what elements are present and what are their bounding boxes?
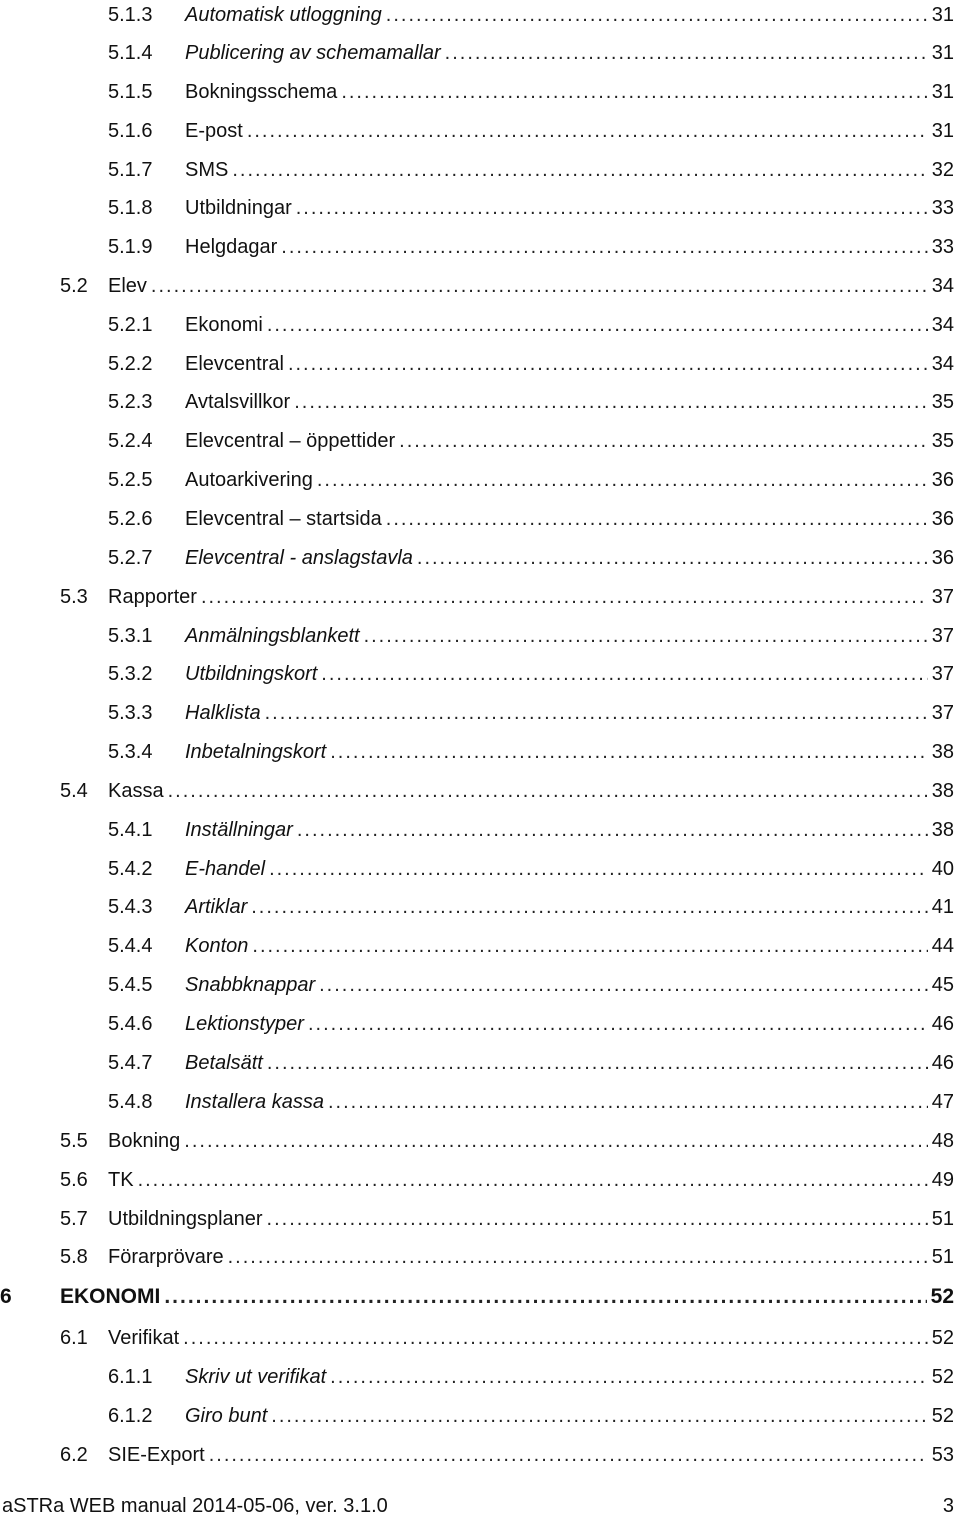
toc-entry[interactable] <box>0 426 960 456</box>
page-footer <box>2 1492 954 1520</box>
toc-dot-leader <box>267 1204 928 1234</box>
toc-entry-title: Ekonomi <box>185 314 263 336</box>
toc-entry-page: 52 <box>931 1405 954 1427</box>
toc-entry-number: 5.1.6 <box>108 120 153 142</box>
toc-entry-number: 5.1.9 <box>108 236 153 258</box>
toc-entry[interactable] <box>0 1048 960 1078</box>
toc-entry-number: 6.1.2 <box>108 1405 153 1427</box>
toc-entry[interactable] <box>0 1126 960 1156</box>
toc-entry[interactable] <box>0 1242 960 1272</box>
toc-entry[interactable] <box>0 1323 960 1353</box>
toc-entry[interactable] <box>0 349 960 379</box>
toc-entry[interactable] <box>0 504 960 534</box>
toc-entry-title: Artiklar <box>185 896 248 918</box>
toc-entry[interactable] <box>0 543 960 573</box>
toc-dot-leader <box>271 1401 927 1431</box>
toc-dot-leader <box>267 310 928 340</box>
toc-entry-number: 5.4.1 <box>108 819 153 841</box>
toc-dot-leader <box>184 1126 927 1156</box>
toc-dot-leader <box>321 659 927 689</box>
toc-dot-leader <box>168 776 928 806</box>
toc-entry-number: 5.2.5 <box>108 469 153 491</box>
toc-entry[interactable] <box>0 1401 960 1431</box>
toc-dot-leader <box>296 193 928 223</box>
toc-entry-page: 46 <box>931 1052 954 1074</box>
toc-entry-title: TK <box>108 1169 134 1191</box>
toc-entry-title: Elevcentral <box>185 353 284 375</box>
toc-entry-title: Utbildningar <box>185 197 292 219</box>
toc-entry-number: 5.4 <box>60 780 88 802</box>
toc-dot-leader <box>252 931 927 961</box>
toc-entry-number: 5.2.7 <box>108 547 153 569</box>
toc-entry[interactable] <box>0 698 960 728</box>
toc-dot-leader <box>386 504 928 534</box>
toc-entry-number: 5.3.1 <box>108 625 153 647</box>
toc-entry-page: 34 <box>931 314 954 336</box>
toc-entry[interactable] <box>0 193 960 223</box>
toc-entry-title: Inbetalningskort <box>185 741 327 763</box>
toc-entry-page: 45 <box>931 974 954 996</box>
toc-entry-number: 5.2.4 <box>108 430 153 452</box>
toc-entry[interactable] <box>0 116 960 146</box>
toc-entry-title: Elevcentral - anslagstavla <box>185 547 413 569</box>
toc-entry-number: 5.2.3 <box>108 391 153 413</box>
toc-entry-page: 52 <box>931 1366 954 1388</box>
toc-entry-page: 48 <box>931 1130 954 1152</box>
toc-dot-leader <box>417 543 928 573</box>
toc-entry-page: 34 <box>931 275 954 297</box>
toc-entry[interactable] <box>0 1282 960 1312</box>
toc-entry[interactable] <box>0 621 960 651</box>
toc-entry[interactable] <box>0 737 960 767</box>
toc-entry-page: 31 <box>931 120 954 142</box>
toc-entry[interactable] <box>0 776 960 806</box>
toc-entry-number: 5.4.4 <box>108 935 153 957</box>
toc-entry-title: Publicering av schemamallar <box>185 42 441 64</box>
toc-entry-title: SIE-Export <box>108 1444 205 1466</box>
toc-entry-page: 53 <box>931 1444 954 1466</box>
toc-entry-number: 6 <box>0 1285 12 1308</box>
toc-entry-title: Förarprövare <box>108 1246 224 1268</box>
toc-entry[interactable] <box>0 310 960 340</box>
toc-entry-page: 37 <box>931 702 954 724</box>
toc-entry-page: 47 <box>931 1091 954 1113</box>
toc-entry[interactable] <box>0 854 960 884</box>
toc-entry-number: 5.7 <box>60 1208 88 1230</box>
toc-entry-number: 5.4.2 <box>108 858 153 880</box>
toc-entry-page: 41 <box>931 896 954 918</box>
toc-dot-leader <box>297 815 928 845</box>
toc-dot-leader <box>386 0 928 30</box>
toc-entry-number: 5.8 <box>60 1246 88 1268</box>
toc-entry-page: 37 <box>931 663 954 685</box>
toc-dot-leader <box>330 737 928 767</box>
toc-entry-page: 37 <box>931 586 954 608</box>
toc-entry-title: Elev <box>108 275 147 297</box>
toc-entry-title: EKONOMI <box>60 1285 161 1308</box>
toc-dot-leader <box>247 116 928 146</box>
toc-entry-number: 5.1.8 <box>108 197 153 219</box>
toc-dot-leader <box>151 271 928 301</box>
toc-entry[interactable] <box>0 1165 960 1195</box>
footer-document-info: aSTRa WEB manual 2014-05-06, ver. 3.1.0 <box>2 1495 388 1517</box>
toc-entry-number: 5.5 <box>60 1130 88 1152</box>
toc-entry[interactable] <box>0 582 960 612</box>
toc-entry-title: Utbildningskort <box>185 663 318 685</box>
toc-entry-page: 51 <box>931 1208 954 1230</box>
toc-entry-number: 5.2.6 <box>108 508 153 530</box>
toc-dot-leader <box>317 465 928 495</box>
toc-entry-title: SMS <box>185 159 229 181</box>
toc-entry-title: Lektionstyper <box>185 1013 304 1035</box>
toc-entry-number: 5.6 <box>60 1169 88 1191</box>
toc-entry-page: 36 <box>931 508 954 530</box>
toc-dot-leader <box>228 1242 928 1272</box>
toc-dot-leader <box>281 232 927 262</box>
toc-entry-page: 31 <box>931 4 954 26</box>
toc-entry-title: Kassa <box>108 780 164 802</box>
toc-dot-leader <box>308 1009 928 1039</box>
toc-entry-number: 5.3 <box>60 586 88 608</box>
toc-entry-number: 5.4.8 <box>108 1091 153 1113</box>
toc-entry-title: E-handel <box>185 858 266 880</box>
toc-entry[interactable] <box>0 892 960 922</box>
toc-entry-title: Anmälningsblankett <box>185 625 360 647</box>
toc-entry-page: 33 <box>931 197 954 219</box>
toc-dot-leader <box>399 426 928 456</box>
toc-entry-page: 34 <box>931 353 954 375</box>
toc-entry-page: 52 <box>931 1327 954 1349</box>
toc-entry-page: 38 <box>931 741 954 763</box>
toc-entry-title: Giro bunt <box>185 1405 268 1427</box>
toc-entry-title: Installera kassa <box>185 1091 324 1113</box>
toc-dot-leader <box>164 1282 926 1312</box>
toc-dot-leader <box>209 1440 928 1470</box>
toc-entry-title: Avtalsvillkor <box>185 391 291 413</box>
toc-entry-title: Utbildningsplaner <box>108 1208 263 1230</box>
toc-entry-number: 5.4.5 <box>108 974 153 996</box>
toc-dot-leader <box>294 387 928 417</box>
toc-entry[interactable] <box>0 815 960 845</box>
toc-entry-title: E-post <box>185 120 243 142</box>
toc-entry[interactable] <box>0 659 960 689</box>
toc-entry-number: 5.4.7 <box>108 1052 153 1074</box>
toc-dot-leader <box>251 892 928 922</box>
toc-entry[interactable] <box>0 1440 960 1470</box>
toc-entry-page: 36 <box>931 547 954 569</box>
toc-entry-number: 5.4.6 <box>108 1013 153 1035</box>
toc-entry-page: 33 <box>931 236 954 258</box>
toc-entry[interactable] <box>0 1087 960 1117</box>
toc-dot-leader <box>138 1165 928 1195</box>
toc-entry[interactable] <box>0 1362 960 1392</box>
toc-entry-page: 51 <box>931 1246 954 1268</box>
toc-entry-page: 46 <box>931 1013 954 1035</box>
toc-entry-title: Bokningsschema <box>185 81 338 103</box>
toc-entry-number: 5.1.7 <box>108 159 153 181</box>
toc-entry-number: 5.1.3 <box>108 4 153 26</box>
toc-entry-page: 31 <box>931 81 954 103</box>
toc-entry-page: 38 <box>931 780 954 802</box>
toc-entry-number: 6.2 <box>60 1444 88 1466</box>
toc-entry-page: 35 <box>931 391 954 413</box>
toc-entry-title: Snabbknappar <box>185 974 316 996</box>
toc-entry-title: Inställningar <box>185 819 293 841</box>
toc-dot-leader <box>330 1362 928 1392</box>
toc-dot-leader <box>267 1048 928 1078</box>
toc-entry-page: 37 <box>931 625 954 647</box>
toc-entry-number: 6.1.1 <box>108 1366 153 1388</box>
toc-dot-leader <box>269 854 928 884</box>
toc-entry[interactable] <box>0 271 960 301</box>
toc-entry[interactable] <box>0 931 960 961</box>
toc-dot-leader <box>319 970 928 1000</box>
toc-entry-page: 44 <box>931 935 954 957</box>
toc-entry-page: 49 <box>931 1169 954 1191</box>
toc-entry-title: Halklista <box>185 702 261 724</box>
toc-entry-page: 36 <box>931 469 954 491</box>
toc-dot-leader <box>232 155 927 185</box>
toc-entry-title: Autoarkivering <box>185 469 313 491</box>
toc-entry-number: 5.1.4 <box>108 42 153 64</box>
toc-dot-leader <box>328 1087 928 1117</box>
toc-entry-number: 5.3.2 <box>108 663 153 685</box>
toc-entry-title: Elevcentral – startsida <box>185 508 382 530</box>
toc-entry-title: Elevcentral – öppettider <box>185 430 396 452</box>
toc-entry-title: Rapporter <box>108 586 197 608</box>
toc-dot-leader <box>445 38 928 68</box>
toc-entry-number: 5.3.3 <box>108 702 153 724</box>
toc-entry-title: Konton <box>185 935 249 957</box>
toc-entry[interactable] <box>0 155 960 185</box>
toc-entry[interactable] <box>0 465 960 495</box>
toc-dot-leader <box>265 698 928 728</box>
footer-page-number: 3 <box>942 1495 954 1517</box>
toc-entry-title: Helgdagar <box>185 236 278 258</box>
toc-entry-page: 52 <box>930 1285 954 1308</box>
toc-entry[interactable] <box>0 1204 960 1234</box>
toc-entry-page: 35 <box>931 430 954 452</box>
toc-entry-title: Bokning <box>108 1130 181 1152</box>
toc-dot-leader <box>288 349 928 379</box>
toc-entry-number: 5.3.4 <box>108 741 153 763</box>
toc-entry-page: 40 <box>931 858 954 880</box>
toc-entry-number: 5.2 <box>60 275 88 297</box>
toc-entry-number: 5.2.2 <box>108 353 153 375</box>
toc-entry-title: Verifikat <box>108 1327 180 1349</box>
toc-entry-number: 5.1.5 <box>108 81 153 103</box>
toc-entry-number: 5.2.1 <box>108 314 153 336</box>
toc-entry[interactable] <box>0 1009 960 1039</box>
toc-entry-number: 6.1 <box>60 1327 88 1349</box>
toc-entry-number: 5.4.3 <box>108 896 153 918</box>
toc-entry[interactable] <box>0 38 960 68</box>
toc-entry-title: Betalsätt <box>185 1052 263 1074</box>
toc-entry-title: Skriv ut verifikat <box>185 1366 327 1388</box>
toc-entry-page: 32 <box>931 159 954 181</box>
toc-dot-leader <box>341 77 927 107</box>
toc-dot-leader <box>364 621 928 651</box>
toc-entry-title: Automatisk utloggning <box>185 4 382 26</box>
toc-entry[interactable] <box>0 0 960 30</box>
toc-entry-page: 38 <box>931 819 954 841</box>
toc-dot-leader <box>183 1323 928 1353</box>
toc-entry[interactable] <box>0 77 960 107</box>
toc-entry[interactable] <box>0 232 960 262</box>
toc-entry[interactable] <box>0 387 960 417</box>
toc-dot-leader <box>201 582 928 612</box>
toc-entry-page: 31 <box>931 42 954 64</box>
toc-entry[interactable] <box>0 970 960 1000</box>
